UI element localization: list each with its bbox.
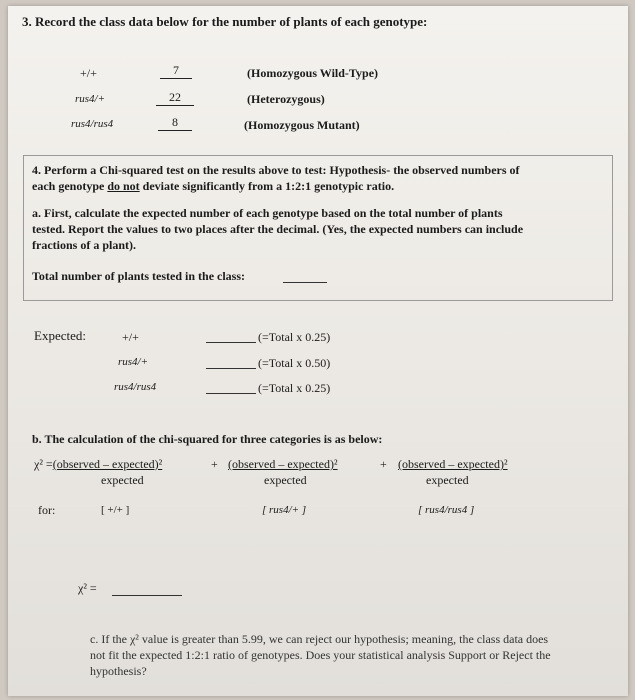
expected-input-het[interactable] xyxy=(206,368,256,369)
q3-value-wt[interactable]: 7 xyxy=(160,63,192,79)
expected-label: Expected: xyxy=(34,328,86,343)
q3-desc-wt: (Homozygous Wild-Type) xyxy=(247,66,379,80)
expected-input-wt[interactable] xyxy=(206,342,256,343)
q4-intro-line2: each genotype do not deviate significantly from a 1:2:1 genotypic ratio. xyxy=(32,179,395,193)
q3-desc-het: (Heterozygous) xyxy=(247,92,325,106)
category-het: [ rus4/+ ] xyxy=(262,504,307,516)
numerator-1: (observed – expected)² xyxy=(52,457,163,471)
expected-formula-het: (=Total x 0.50) xyxy=(258,356,331,370)
chi-result-label: χ² = xyxy=(78,581,97,595)
numerator-3: (observed – expected)² xyxy=(398,457,508,471)
expected-formula-wt: (=Total x 0.25) xyxy=(258,330,331,344)
denominator-1: expected xyxy=(101,473,144,487)
q3-title: 3. Record the class data below for the number of plants of each genotype: xyxy=(22,14,428,29)
denominator-3: expected xyxy=(426,473,469,487)
category-wt: [ +/+ ] xyxy=(101,504,130,516)
q4a-line1: a. First, calculate the expected number of each genotype based on the total number of plants xyxy=(32,206,503,220)
q3-desc-mut: (Homozygous Mutant) xyxy=(244,118,360,132)
plus-2: + xyxy=(380,457,387,471)
denominator-2: expected xyxy=(264,473,307,487)
chi-result-input[interactable] xyxy=(112,595,182,596)
worksheet-page xyxy=(8,6,628,696)
q3-genotype-het: rus4/+ xyxy=(75,93,106,105)
total-label: Total number of plants tested in the class: xyxy=(32,269,246,283)
for-label: for: xyxy=(38,503,56,517)
q3-genotype-mut: rus4/rus4 xyxy=(71,118,114,130)
q3-value-het[interactable]: 22 xyxy=(156,90,194,106)
q4-do-not: do not xyxy=(107,179,140,193)
q4a-line3: fractions of a plant). xyxy=(32,238,136,252)
c-line1: c. If the χ² value is greater than 5.99, we can reject our hypothesis; meaning, the class data does xyxy=(90,632,549,646)
q4a-line2: tested. Report the values to two places after the decimal. (Yes, the expected numbers can include xyxy=(32,222,524,236)
category-mut: [ rus4/rus4 ] xyxy=(418,504,475,516)
expected-genotype-mut: rus4/rus4 xyxy=(114,381,157,393)
chi-equals: χ² = xyxy=(34,457,53,471)
numerator-2: (observed – expected)² xyxy=(228,457,338,471)
q4-intro-line1: 4. Perform a Chi-squared test on the results above to test: Hypothesis- the observed numbers of xyxy=(32,163,520,177)
plus-1: + xyxy=(211,457,218,471)
b-title: b. The calculation of the chi-squared for three categories is as below: xyxy=(32,432,383,446)
expected-genotype-het: rus4/+ xyxy=(118,356,149,368)
q3-genotype-wt: +/+ xyxy=(80,66,97,80)
c-line3: hypothesis? xyxy=(90,664,147,678)
c-line2: not fit the expected 1:2:1 ratio of genotypes. Does your statistical analysis Support or Reject the xyxy=(90,648,551,662)
q3-value-mut[interactable]: 8 xyxy=(158,115,192,131)
total-input[interactable] xyxy=(283,282,327,283)
expected-genotype-wt: +/+ xyxy=(122,330,139,344)
expected-formula-mut: (=Total x 0.25) xyxy=(258,381,331,395)
expected-input-mut[interactable] xyxy=(206,393,256,394)
chi-formula xyxy=(34,457,162,472)
